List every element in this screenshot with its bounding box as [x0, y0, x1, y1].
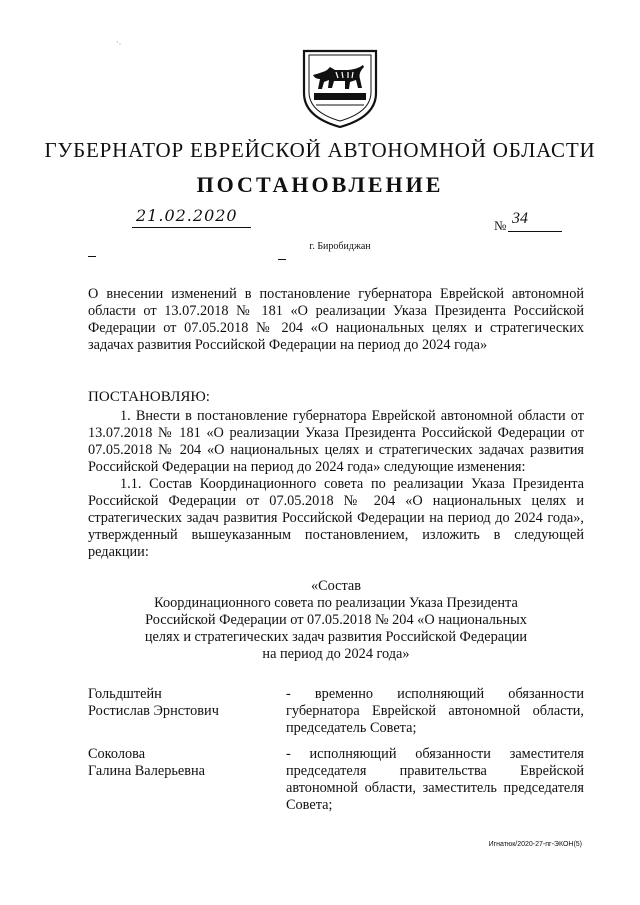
- member-name: [88, 686, 278, 720]
- issuer-title: ГУБЕРНАТОР ЕВРЕЙСКОЙ АВТОНОМНОЙ ОБЛАСТИ: [44, 138, 596, 162]
- document-type: ПОСТАНОВЛЕНИЕ: [196, 172, 444, 197]
- document-date: 21.02.2020: [132, 206, 251, 228]
- composition-title-line: «Состав: [310, 578, 362, 594]
- coat-of-arms-icon: [300, 45, 380, 130]
- member-role: - временно исполняющий обязанности губернатора Еврейской автономной области, председатель Совета;: [286, 686, 584, 736]
- document-number: 34: [508, 210, 562, 232]
- composition-title-line: Российской Федерации от 07.05.2018 № 204 «О национальных: [145, 612, 527, 628]
- document-subject: О внесении изменений в постановление губернатора Еврейской автономной области от 13.07.2018 № 181 «О реализации Указа Президента Российской Федерации от 07.05.2018 № 204 «О национальных целях и стратегических задачах развития Российской Федерации на период до 2024 года»: [88, 286, 584, 353]
- member-given-name: Галина Валерьевна: [88, 763, 205, 779]
- corner-mark-left: [88, 256, 96, 257]
- member-surname: Соколова: [88, 746, 146, 762]
- document-body: [88, 408, 584, 561]
- corner-mark-right: [278, 259, 286, 260]
- resolve-heading: ПОСТАНОВЛЯЮ:: [88, 389, 210, 405]
- composition-title-line: на период до 2024 года»: [262, 646, 410, 662]
- number-label: №: [494, 218, 507, 233]
- member-name: [88, 746, 278, 780]
- composition-title: [88, 578, 584, 663]
- member-given-name: Ростислав Эрнстович: [88, 703, 219, 719]
- footer-reference: Игнатюк/2020-27-пг-ЭКОН(5): [488, 841, 582, 848]
- paragraph-1-1: 1.1. Состав Координационного совета по реализации Указа Президента Российской Федерации от 07.05.2018 № 204 «О национальных целях и стратегических задач развития Российской Федерации на период до 2024 года», утвержденный вышеуказанным постановлением, изложить в следующей редакции:: [88, 476, 584, 560]
- paragraph-1: 1. Внести в постановление губернатора Еврейской автономной области от 13.07.2018 № 181 «О реализации Указа Президента Российской Федерации от 07.05.2018 № 204 «О национальных целях и стратегических задачах развития Российской Федерации на период до 2024 года» следующие изменения:: [88, 408, 584, 475]
- member-surname: Гольдштейн: [88, 686, 162, 702]
- member-role: - исполняющий обязанности заместителя председателя правительства Еврейской автономной области, заместитель председателя Совета;: [286, 746, 584, 813]
- composition-title-line: целях и стратегических задач развития Российской Федерации: [144, 629, 528, 645]
- scan-speck: `·: [116, 40, 122, 49]
- composition-title-line: Координационного совета по реализации Указа Президента: [154, 595, 518, 611]
- city: г. Биробиджан: [309, 241, 371, 252]
